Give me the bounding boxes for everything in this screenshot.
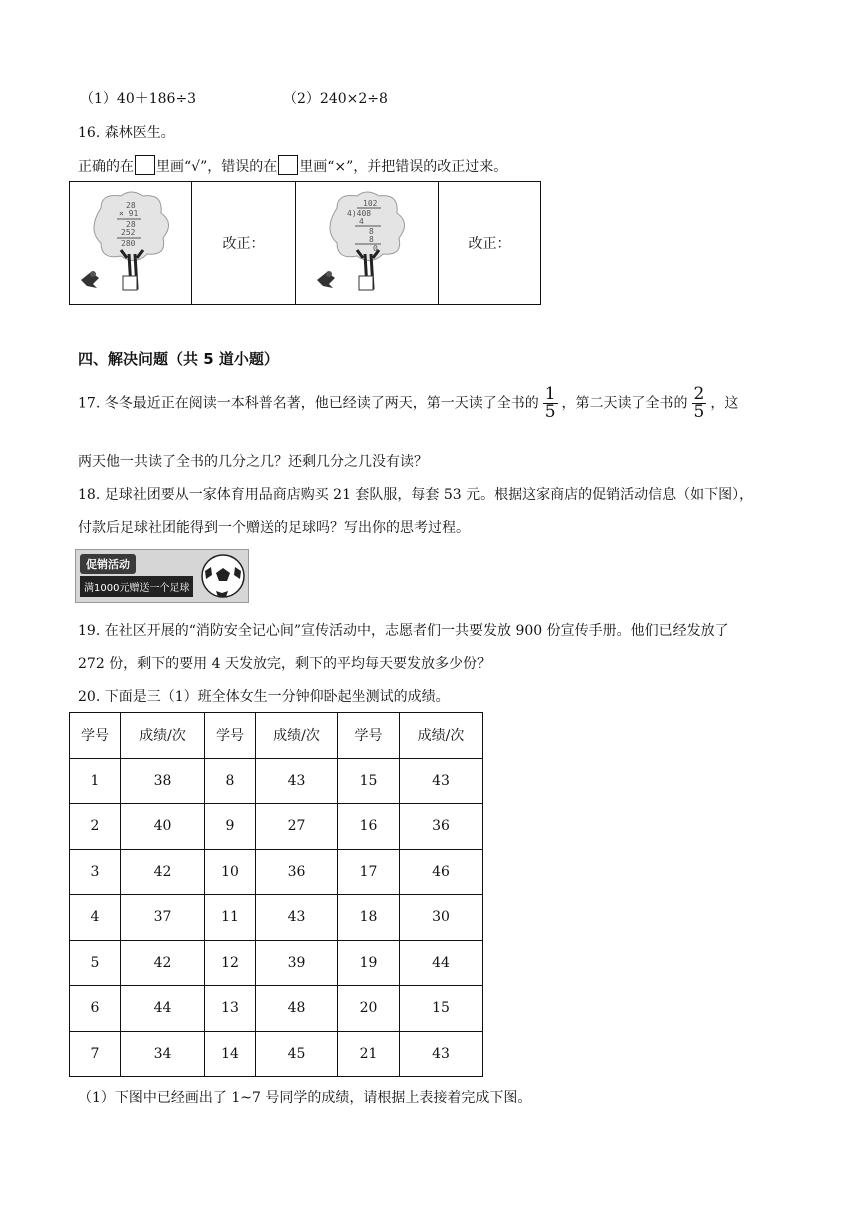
table-cell: 38 (121, 758, 205, 804)
table-cell: 3 (70, 849, 121, 895)
table-cell: 18 (338, 895, 400, 941)
table-row (70, 940, 483, 986)
table-cell: 8 (205, 758, 256, 804)
correction-label-2: 改正： (468, 236, 511, 252)
answer-box-icon (135, 155, 155, 175)
table-cell: 42 (121, 940, 205, 986)
column-header: 成绩/次 (256, 713, 338, 759)
table-cell: 1 (70, 758, 121, 804)
q17-text-b: ，第二天读了全书的 (561, 395, 688, 412)
svg-text:280: 280 (120, 239, 135, 248)
table-cell: 2 (70, 804, 121, 850)
table-cell: 12 (205, 940, 256, 986)
fraction-one-fifth (543, 386, 558, 421)
table-row (70, 849, 483, 895)
table-cell: 4 (70, 895, 121, 941)
table-cell: 43 (400, 758, 483, 804)
answer-box-icon (278, 155, 298, 175)
svg-text:0: 0 (373, 244, 378, 253)
forest-doctor-table (69, 181, 541, 305)
q17-text-a: 17. 冬冬最近正在阅读一本科普名著，他已经读了两天，第一天读了全书的 (78, 395, 539, 412)
table-cell: 43 (400, 1031, 483, 1077)
table-cell: 44 (400, 940, 483, 986)
table-cell: 13 (205, 986, 256, 1032)
table-cell: 37 (121, 895, 205, 941)
q17-line-1 (78, 386, 738, 421)
column-header: 学号 (70, 713, 121, 759)
svg-text:8: 8 (369, 235, 374, 244)
svg-text:× 91: × 91 (118, 209, 138, 218)
q16-title: 16. 森林医生。 (78, 125, 175, 141)
instr-part-c: 里画“×”，并把错误的改正过来。 (299, 159, 508, 175)
table-cell: 19 (338, 940, 400, 986)
table-cell: 45 (256, 1031, 338, 1077)
q20-title: 20. 下面是三（1）班全体女生一分钟仰卧起坐测试的成绩。 (78, 689, 450, 705)
correction-label-1: 改正： (222, 236, 265, 252)
table-cell: 11 (205, 895, 256, 941)
fraction-denominator: 5 (693, 402, 705, 422)
table-cell: 20 (338, 986, 400, 1032)
instr-part-b: 里画“√”，错误的在 (156, 159, 278, 175)
correction-cell-1 (192, 182, 296, 305)
table-cell: 7 (70, 1031, 121, 1077)
table-cell: 14 (205, 1031, 256, 1077)
svg-text:28: 28 (125, 220, 136, 229)
svg-text:102: 102 (363, 199, 378, 208)
table-cell: 46 (400, 849, 483, 895)
table-cell: 15 (338, 758, 400, 804)
table-cell: 15 (400, 986, 483, 1032)
fraction-numerator: 1 (544, 384, 556, 404)
table-cell: 5 (70, 940, 121, 986)
instr-part-a: 正确的在 (78, 159, 134, 175)
table-cell: 6 (70, 986, 121, 1032)
table-cell: 30 (400, 895, 483, 941)
q19-line-1: 19. 在社区开展的“消防安全记心间”宣传活动中，志愿者们一共要发放 900 份宣传手册。他们已经发放了 (78, 623, 729, 639)
table-cell: 10 (205, 849, 256, 895)
table-row (70, 758, 483, 804)
tree-division-image (307, 188, 427, 298)
q17-text-c: ，这 (710, 395, 739, 412)
column-header: 学号 (338, 713, 400, 759)
q18-line-2: 付款后足球社团能得到一个赠送的足球吗？写出你的思考过程。 (78, 520, 470, 536)
table-cell: 42 (121, 849, 205, 895)
svg-text:252: 252 (120, 228, 135, 237)
promo-text: 满1000元赠送一个足球 (80, 576, 193, 597)
table-cell: 48 (256, 986, 338, 1032)
table-cell: 36 (400, 804, 483, 850)
q17-line-2: 两天他一共读了全书的几分之几？还剩几分之几没有读？ (78, 454, 428, 470)
table-cell: 39 (256, 940, 338, 986)
promotion-banner-image (75, 549, 249, 603)
promo-title: 促销活动 (80, 554, 136, 574)
svg-text:8: 8 (369, 227, 374, 236)
table-row (70, 895, 483, 941)
column-header: 学号 (205, 713, 256, 759)
q15-item-1: （1）40＋186÷3 (80, 91, 197, 107)
scores-table (69, 712, 483, 1077)
table-row (70, 986, 483, 1032)
tree-multiplication-image (71, 188, 191, 298)
table-cell: 21 (338, 1031, 400, 1077)
q16-instruction (78, 155, 507, 176)
column-header: 成绩/次 (400, 713, 483, 759)
tree-cell-1 (70, 182, 192, 305)
table-cell: 34 (121, 1031, 205, 1077)
table-row (70, 1031, 483, 1077)
section-heading: 四、解决问题（共 5 道小题） (78, 350, 279, 368)
table-cell: 44 (121, 986, 205, 1032)
table-cell: 17 (338, 849, 400, 895)
table-cell: 36 (256, 849, 338, 895)
table-cell: 43 (256, 895, 338, 941)
fraction-denominator: 5 (544, 402, 556, 422)
table-cell: 27 (256, 804, 338, 850)
q19-line-2: 272 份，剩下的要用 4 天发放完，剩下的平均每天要发放多少份？ (78, 656, 491, 672)
fraction-two-fifths (692, 386, 707, 421)
column-header: 成绩/次 (121, 713, 205, 759)
table-cell: 16 (338, 804, 400, 850)
tree-cell-2 (296, 182, 439, 305)
soccer-ball-icon (200, 553, 246, 599)
svg-text:28: 28 (125, 201, 136, 210)
svg-text:4: 4 (359, 217, 364, 226)
correction-cell-2 (439, 182, 541, 305)
q15-item-2: （2）240×2÷8 (283, 91, 388, 107)
table-row (70, 804, 483, 850)
table-header-row (70, 713, 483, 759)
table-cell: 9 (205, 804, 256, 850)
q20-sub-question-1: （1）下图中已经画出了 1~7 号同学的成绩，请根据上表接着完成下图。 (78, 1090, 532, 1106)
table-cell: 40 (121, 804, 205, 850)
fraction-numerator: 2 (693, 384, 705, 404)
table-cell: 43 (256, 758, 338, 804)
q18-line-1: 18. 足球社团要从一家体育用品商店购买 21 套队服，每套 53 元。根据这家商店的促销活动信息（如下图）， (78, 487, 754, 503)
svg-text:4)408: 4)408 (347, 209, 372, 218)
